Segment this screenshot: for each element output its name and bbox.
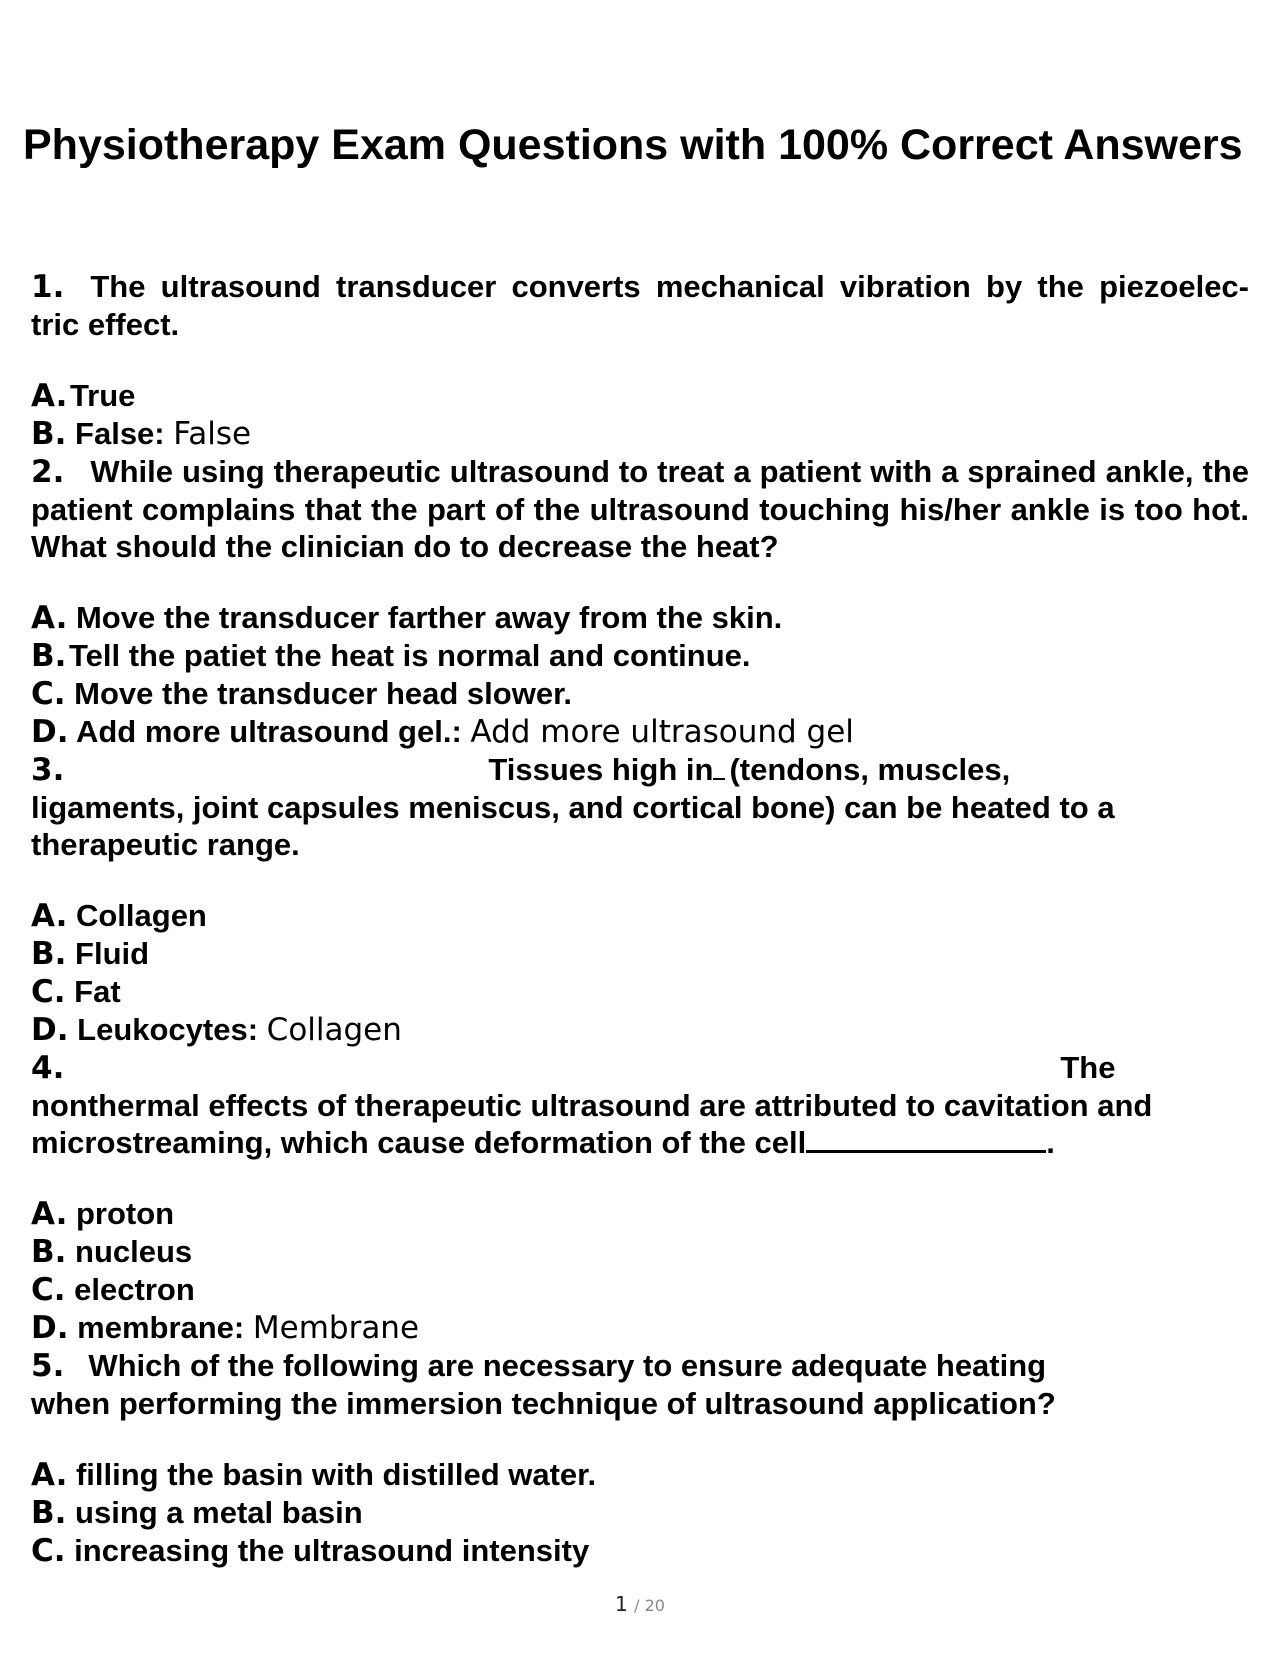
q4-option-b [31, 1233, 1249, 1271]
question-5-text-end: when performing the immersion technique of ultrasound application? [31, 1386, 1056, 1421]
question-3-text-end: ligaments, joint capsules meniscus, and cortical bone) can be heated to a therapeutic range. [31, 790, 1115, 862]
option-text: electron [74, 1272, 195, 1307]
option-text: Tell the patiet the heat is normal and continue. [69, 638, 751, 673]
option-letter: A. [31, 1196, 68, 1232]
option-letter: B. [31, 936, 67, 972]
question-1 [31, 268, 1249, 343]
q2-option-a [31, 599, 1249, 637]
q4-answer: Membrane [252, 1310, 420, 1346]
q4-option-c [31, 1271, 1249, 1309]
option-letter: B. [31, 416, 67, 452]
q2-option-c [31, 675, 1249, 713]
option-letter: C. [31, 1272, 66, 1308]
option-letter: C. [31, 1533, 66, 1569]
option-text: False: [75, 416, 165, 451]
q3-option-c [31, 973, 1249, 1011]
option-letter: D. [31, 1310, 69, 1346]
q3-option-a [31, 897, 1249, 935]
question-3-number: 3. [31, 752, 65, 788]
question-2-number: 2. [31, 454, 65, 490]
option-text: using a metal basin [75, 1495, 363, 1530]
option-text: nucleus [75, 1234, 193, 1269]
question-2 [31, 453, 1249, 565]
option-text: filling the basin with distilled water. [75, 1457, 597, 1492]
q3-answer: Collagen [266, 1012, 402, 1048]
option-letter: A. [31, 898, 68, 934]
option-text: Move the transducer head slower. [74, 676, 573, 711]
option-text: Move the transducer farther away from the skin. [75, 600, 783, 635]
question-5 [31, 1347, 1249, 1422]
q4-option-a [31, 1195, 1249, 1233]
q2-option-b [31, 637, 1249, 675]
option-letter: D. [31, 1012, 69, 1048]
fill-in-blank [806, 1149, 1046, 1153]
question-list [31, 268, 1249, 1570]
question-4-text-start: The [1060, 1050, 1116, 1085]
page-indicator [0, 1592, 1280, 1616]
question-1-number: 1. [31, 269, 65, 305]
q3-option-d [31, 1011, 1249, 1049]
option-letter: D. [31, 714, 69, 750]
option-text: increasing the ultrasound intensity [74, 1533, 590, 1568]
document-title: Physiotherapy Exam Questions with 100% Correct Answers [23, 121, 1243, 169]
q5-option-a [31, 1456, 1249, 1494]
question-4 [31, 1049, 1249, 1161]
page-current: 1 [615, 1592, 628, 1616]
question-5-text-start: Which of the following are necessary to ensure adequate heating [88, 1348, 1047, 1383]
question-3-text-start: Tissues high in [488, 752, 714, 787]
question-4-number: 4. [31, 1050, 65, 1086]
question-4-text-end: . [1046, 1125, 1055, 1160]
option-text: Fluid [75, 936, 150, 971]
q4-option-d [31, 1309, 1249, 1347]
option-letter: B. [31, 638, 67, 674]
option-text: Leukocytes: [77, 1012, 259, 1047]
option-text: proton [75, 1196, 175, 1231]
question-4-text: nonthermal effects of therapeutic ultrasound are attributed to cavitation and microstreaming, which cause deformation of the cell [31, 1088, 1153, 1160]
fill-in-blank [713, 777, 725, 780]
q2-option-d [31, 713, 1249, 751]
q1-option-a [31, 377, 1249, 415]
question-5-number: 5. [31, 1348, 65, 1384]
option-text: Fat [74, 974, 121, 1009]
question-1-text: The ultrasound transducer converts mechanical vibration by the piezoelec- tric effect. [31, 269, 1249, 342]
option-letter: B. [31, 1234, 67, 1270]
question-3-text-mid: (tendons, muscles, [729, 752, 1011, 787]
option-letter: C. [31, 974, 66, 1010]
option-text: Add more ultrasound gel.: [75, 714, 462, 749]
option-letter: C. [31, 676, 66, 712]
q2-answer: Add more ultrasound gel [470, 714, 854, 750]
option-text: Collagen [75, 898, 207, 933]
option-letter: A. [31, 378, 68, 414]
q5-option-c [31, 1532, 1249, 1570]
question-2-text: While using therapeutic ultrasound to treat a patient with a sprained ankle, the patient complains that the part of the ultrasound touching his/her ankle is too hot. What should the clinician do to decrease the heat? [31, 454, 1249, 564]
q5-option-b [31, 1494, 1249, 1532]
page-total: / 20 [634, 1596, 665, 1615]
option-text: membrane: [77, 1310, 245, 1345]
question-3 [31, 751, 1249, 863]
option-letter: A. [31, 1457, 68, 1493]
option-letter: A. [31, 600, 68, 636]
q1-option-b [31, 415, 1249, 453]
option-letter: B. [31, 1495, 67, 1531]
option-text: True [69, 378, 136, 413]
q3-option-b [31, 935, 1249, 973]
q1-answer: False [173, 416, 252, 452]
